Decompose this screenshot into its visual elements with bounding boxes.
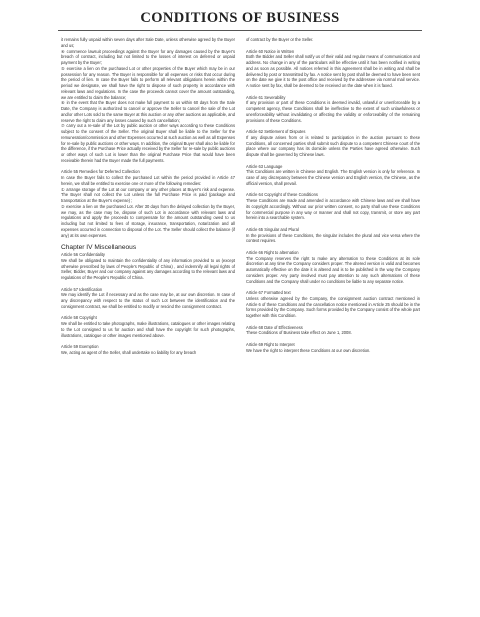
article-56-title: Article 56 Confidentiality <box>61 252 105 257</box>
article-59-title: Article 59 Exemption <box>61 344 99 349</box>
article-67-text: Unless otherwise agreed by the Company, the consignment auction contract mentioned in Article 6 of these Conditions and the cancellation notice mentioned in Article 25 should be in the forms provided by the Company. Such forms provided by the Company consist of the whole part together with this Condition. <box>246 295 420 318</box>
left-column <box>61 37 235 356</box>
article-62-title: Article 62 Settlement of Disputes <box>246 129 306 134</box>
title-divider <box>58 30 422 31</box>
article-57-title: Article 57 Identification <box>61 286 103 292</box>
article-60-text: Both the Bidder and Seller shall notify us of their valid and regular means of communication and address. No change in any of the particulars will be effective until it has been notified in writing and as soon as possible. All notices referred in this agreement shall be in writing and shall be delivered by post or transmitted by fax. A notice sent by post shall be deemed to have been sent on the date we give it to the post office and received by the addressee via normal mail service. A notice sent by fax, shall be deemed to be received on the date when it is faxed. <box>246 54 420 88</box>
article-65-text: In the provisions of these Conditions, the singular includes the plural and vice versa where the context requires. <box>246 232 420 244</box>
list-item: ⑦ carry out a re-sale of the Lot by public auction or other ways according to these Conditions subject to the consent of the Seller. The original Buyer shall be liable to the Seller for the remuneration/commission and other Expenses occurred at such auction as well as all Expenses for re-sale by public auctions or other ways. In addition, the original Buyer shall also be liable for the difference, if the Purchase Price actually received by the Seller for re-sale by public auctions or other ways of such Lot is lower than the original Purchase Price that would have been receivable therein had the Buyer made the full payments. <box>61 123 235 163</box>
article-58-title: Article 58 Copyright <box>61 315 97 321</box>
article-56-text: We shall be obligated to maintain the confidentiality of any information provided to us (except otherwise prescribed by laws of People's Republic of China) , and indemnify all legal rights of Seller, Bidder, Buyer and our company against any damages according to the relevant laws and regulations of the People's Republic of China. <box>61 257 235 280</box>
article-61-title: Article 61 Severability <box>246 94 286 100</box>
article-69-text: We have the right to interpret these Conditions at our own discretion. <box>246 347 371 353</box>
article-65-title: Article 65 Singular and Plural <box>246 226 299 232</box>
article-55-text: In case the Buyer fails to collect the purchased Lot within the period provided in Article 47 herein, we shall be entitled to exercise one or more of the following remedies: <box>61 175 235 186</box>
article-64-text: These Conditions are made and amended in accordance with Chinese laws and we shall have its copyright accordingly. Without our prior written consent, no party shall use these Conditions for commercial purpose in any way or manner and shall not copy, transmit, or store any part herein into a searchable system. <box>246 198 420 221</box>
article-62-text: If any dispute arises from or is related to participation in the auction pursuant to these Conditions, all concerned parties shall submit such dispute to a competent Chinese court of the place where our company has its domicile unless the Parties have agreed otherwise. Such dispute shall be governed by Chinese laws. <box>246 134 420 157</box>
list-item: ② exercise a lien on the purchased Lot. After 30 days from the delayed collection by the Buyer, we may, as the case may be, dispose of such Lot in accordance with relevant laws and regulations and apply the proceeds to compensate for the amount outstanding owed to us including but not limited to fees of storage, insurance, transportation, notarization and all expenses occurred in connection to disposal of the Lot. The Seller should collect the balance (if any) at its own expenses. <box>61 203 235 238</box>
article-67-title: Article 67 Formatted text <box>246 290 291 295</box>
right-column <box>246 37 420 353</box>
article-63-text: This Conditions are written in Chinese and English. The English version is only for reference. In case of any discrepancy between the Chinese version and English version, the Chinese, as the official version, shall prevail. <box>246 169 420 186</box>
article-59-text: We, acting as agent of the Seller, shall undertake no liability for any breach <box>61 349 197 355</box>
list-item: ⑤ exercise a lien on the purchased Lot or other properties of the Buyer which may be in our possession for any reason. The Buyer is responsible for all expenses or risks that occur during the period of lien. In case the Buyer fails to perform all relevant obligations herein within the period we designate, we shall have the right to dispose of such property in accordance with relevant laws and regulations. In the case the proceeds cannot cover the amount outstanding, we are entitled to claim the balance; <box>61 65 235 100</box>
article-63-title: Article 63 Language <box>246 163 283 169</box>
continued-paragraph: of contract by the Buyer or the Seller. <box>246 37 314 42</box>
continued-paragraph: it remains fully unpaid within seven days after Sale Date, unless otherwise agreed by the Buyer and us; <box>61 37 235 48</box>
article-61-text: If any provision or part of these Conditions is deemed invalid, unlawful or unenforceable by a competent agency, these Conditions shall be ineffective to the extent of such unlawfulness or unenforceability without invalidating or affecting the validity or enforceability of the remaining provisions of these Conditions. <box>246 100 420 123</box>
article-57-text: We may identify the Lot if necessary and as the case may be, at our own discretion. In case of any discrepancy with respect to the status of such Lot between the identification and the consignment contract, we shall be entitled to modify or rescind the consignment contract. <box>61 292 235 309</box>
article-58-text: We shall be entitled to take photographs, make illustrations, catalogues or other images relating to the Lot consigned to us for auction and shall have the copyright for such photographs, illustrations, catalogue or other images mentioned above. <box>61 321 235 338</box>
article-66-text: The Company reserves the right to make any alternation to these Conditions at its sole discretion at any time the Company considers proper. The altered version is valid and becomes automatically effective on the date it is altered and is to be published in the way the Company considers proper. Any party involved must pay attention to any such alternations of these Conditions and the Company shall under no conditions be liable to any separate notice. <box>246 255 420 284</box>
article-60-title: Article 60 Notice in Written <box>246 48 295 54</box>
chapter-heading: Chapter IV Miscellaneous <box>61 244 137 251</box>
list-item: ⑥ in the event that the Buyer does not make full payment to us within 60 days from the Sale Date, the Company is authorized to cancel or approve the Seller to cancel the sale of the Lot and/or other Lots sold to the same Buyer at this auction or any other auctions as applicable, and reserve the right to claim any losses caused by such cancellation; <box>61 100 235 123</box>
list-item: ④ commence lawsuit proceedings against the Buyer for any damages caused by the Buyer's breach of contract, including but not limited to the losses of interest on deferred or unpaid payment by the Buyer; <box>61 48 235 65</box>
article-68-title: Article 68 Date of Effectiveness <box>246 324 303 330</box>
list-item: ① arrange storage of the Lot at our company or any other places at Buyer's risk and expense. The Buyer shall not collect the Lot unless the full Purchase Price is paid (package and transportation at the Buyer's expense) ; <box>61 186 235 203</box>
article-68-text: These Conditions of Business take effect on June 1, 2008. <box>246 330 352 336</box>
page-title: CONDITIONS OF BUSINESS <box>140 10 340 26</box>
article-64-title: Article 64 Copyright of these Conditions <box>246 192 318 198</box>
article-55-title: Article 55 Remedies for Deferred Collection <box>61 169 140 175</box>
article-66-title: Article 66 Right to alternation <box>246 249 299 255</box>
article-69-title: Article 69 Right to Interpret <box>246 341 295 347</box>
